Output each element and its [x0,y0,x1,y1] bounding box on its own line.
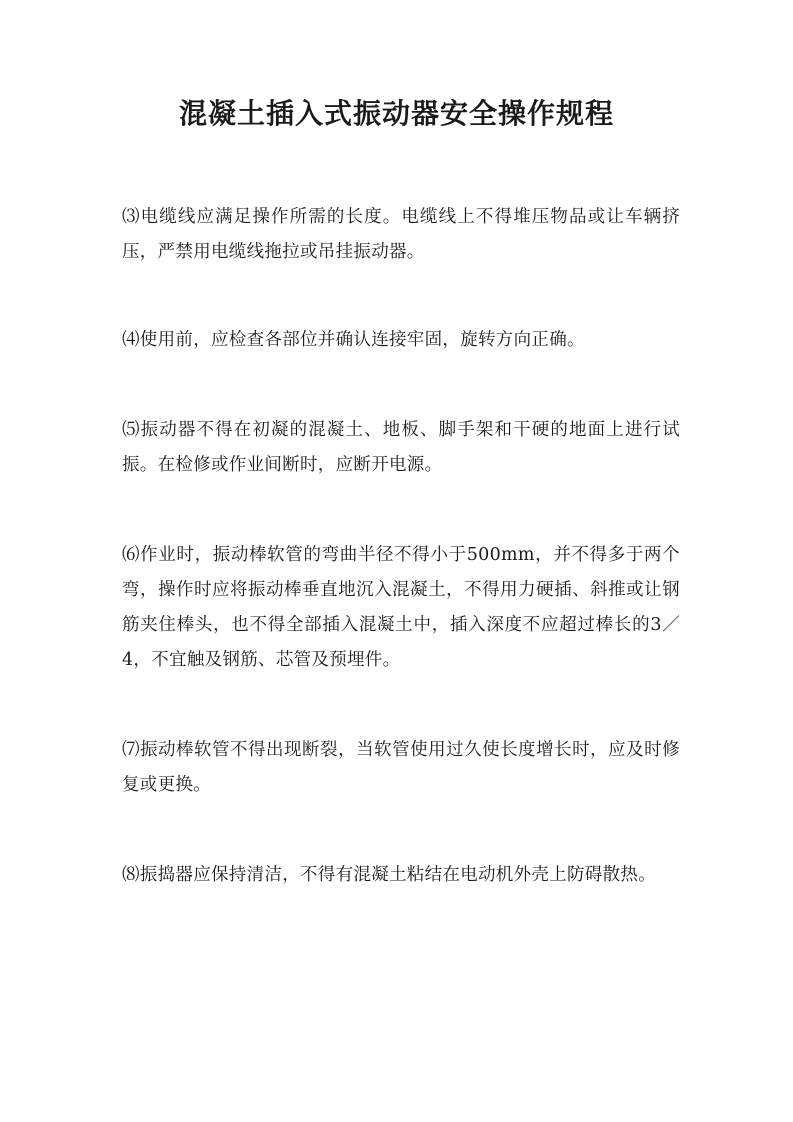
paragraph-5: ⑸振动器不得在初凝的混凝土、地板、脚手架和干硬的地面上进行试振。在检修或作业间断时，应断开电源。 [122,420,680,475]
paragraph-6: ⑹作业时，振动棒软管的弯曲半径不得小于500mm，并不得多于两个弯，操作时应将振动棒垂直地沉入混凝土，不得用力硬插、斜推或让钢筋夹住棒头，也不得全部插入混凝土中，插入深度不应超过棒长的3／4，不宜触及钢筋、芯管及预埋件。 [122,545,680,670]
paragraph-4: ⑷使用前，应检查各部位并确认连接牢固，旋转方向正确。 [122,330,585,350]
paragraph-3: ⑶电缆线应满足操作所需的长度。电缆线上不得堆压物品或让车辆挤压，严禁用电缆线拖拉或吊挂振动器。 [122,207,680,262]
paragraph-7: ⑺振动棒软管不得出现断裂，当软管使用过久使长度增长时，应及时修复或更换。 [122,740,680,795]
paragraph-8: ⑻振捣器应保持清洁，不得有混凝土粘结在电动机外壳上防碍散热。 [122,865,656,885]
document-title: 混凝土插入式振动器安全操作规程 [178,97,614,130]
